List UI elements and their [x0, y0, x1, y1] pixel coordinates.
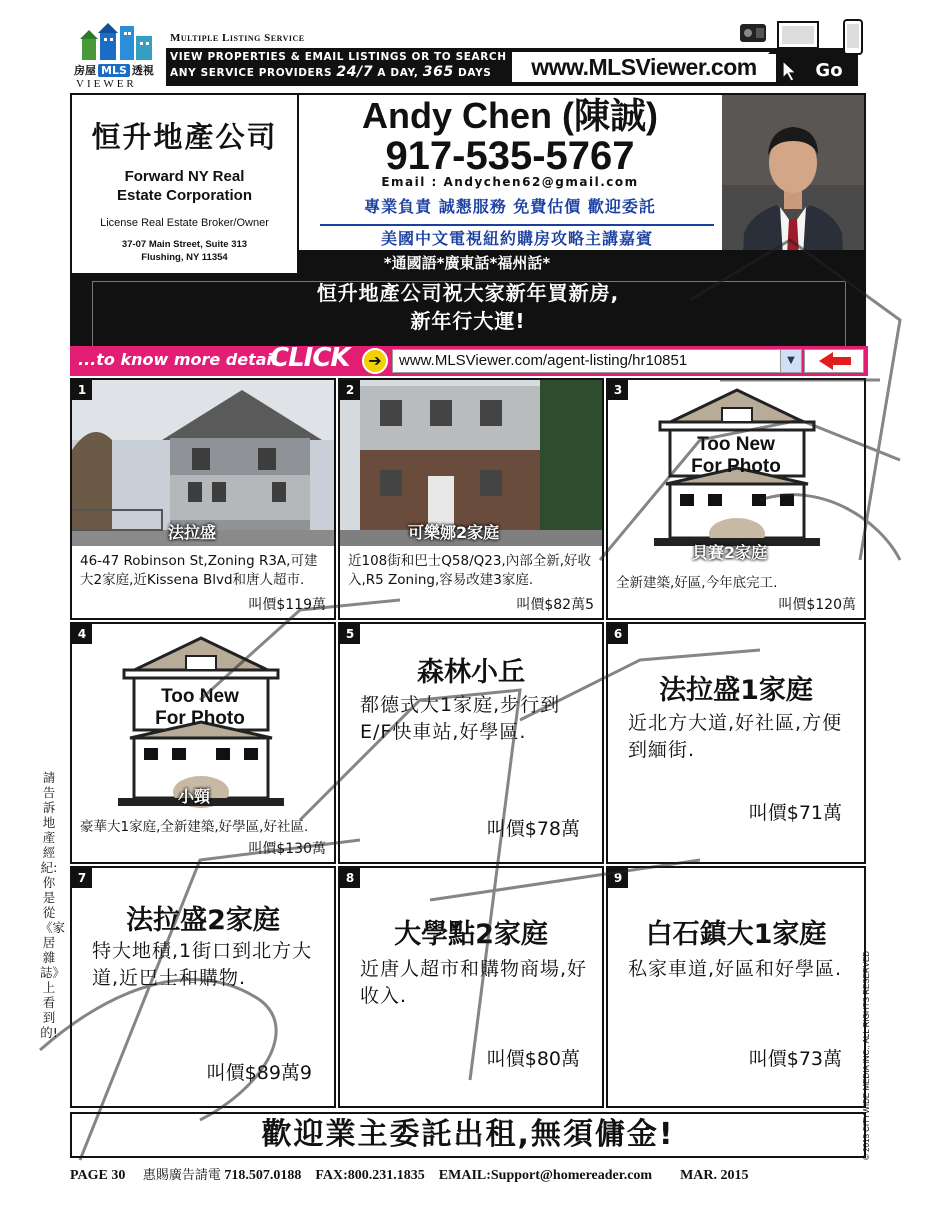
footer	[70, 1164, 870, 1184]
back-arrow-icon	[805, 350, 863, 372]
agent-photo	[722, 95, 864, 273]
side-note: 請告訴地產經紀:你是從《家居雜誌》上看到的!	[40, 770, 66, 1040]
listing-price: 叫價$120萬	[778, 597, 856, 613]
devices-icon	[738, 18, 868, 58]
click-link[interactable]: CLICK	[270, 343, 350, 373]
listing-title: 白石鎮大1家庭	[645, 919, 827, 950]
listing-price: 叫價$130萬	[248, 841, 326, 857]
arrow-right-icon[interactable]: ➔	[362, 348, 388, 374]
listing-title: 森林小丘	[417, 657, 525, 688]
listing-description: 近108街和巴士Q58/Q23,內部全新,好收入,R5 Zoning,容易改建3家庭.	[348, 553, 592, 588]
listing-card-1[interactable]	[70, 378, 336, 620]
listing-title: 法拉盛2家庭	[126, 905, 280, 936]
listing-price: 叫價$82萬5	[516, 597, 594, 613]
listing-price: 叫價$78萬	[486, 818, 580, 840]
listing-title: 大學點2家庭	[394, 919, 548, 950]
houses-logo-icon	[78, 20, 156, 62]
listing-location-tag: 可樂娜2家庭	[408, 523, 500, 542]
listing-description: 46-47 Robinson St,Zoning R3A,可建大2家庭,近Kissena Blvd和唐人超市.	[80, 553, 318, 588]
listing-price: 叫價$119萬	[248, 597, 326, 613]
copyright-notice: © 2015 CITYWIDE MEDIA INC., ALL RIGHTS RESERVED	[862, 950, 871, 1160]
back-button[interactable]	[804, 349, 864, 373]
listing-card-5[interactable]	[338, 622, 604, 864]
logo-cn-right: 透視	[131, 64, 154, 77]
agent-phone[interactable]: 917-535-5767	[385, 134, 635, 178]
listing-number: 8	[340, 868, 360, 888]
page-number: PAGE 30	[70, 1168, 126, 1183]
site-url-link[interactable]: www.MLSViewer.com	[510, 50, 778, 84]
listing-description: 近唐人超市和購物商場,好收入.	[360, 958, 588, 1007]
issue-date: MAR. 2015	[680, 1168, 749, 1183]
listing-card-4[interactable]	[70, 622, 336, 864]
company-address: 37-07 Main Street, Suite 313 Flushing, NY 11354	[121, 239, 248, 263]
listing-card-6[interactable]	[606, 622, 866, 864]
listing-description: 近北方大道,好社區,方便到緬街.	[628, 712, 843, 761]
listing-number: 1	[72, 380, 92, 400]
listing-card-7[interactable]	[70, 866, 336, 1108]
logo-cn-left: 房屋	[74, 64, 96, 77]
listing-description: 豪華大1家庭,全新建築,好學區,好社區.	[80, 819, 309, 835]
tagline-line-2: ANY SERVICE PROVIDERS 24/7 A DAY, 365 DAYS	[170, 64, 492, 80]
ad-label: 惠賜廣告請電	[142, 1168, 221, 1183]
listing-location-tag: 貝賽2家庭	[692, 543, 768, 562]
logo-viewer-text: VIEWER	[76, 78, 137, 90]
agent-tv-credit: 美國中文電視紐約購房攻略主講嘉賓	[320, 224, 714, 254]
listing-description: 都德式大1家庭,步行到E/F快車站,好學區.	[360, 694, 561, 743]
listing-description: 私家車道,好區和好學區.	[628, 958, 843, 980]
listing-price: 叫價$89萬9	[206, 1062, 312, 1084]
listing-number: 9	[608, 868, 628, 888]
mls-viewer-logo[interactable]	[70, 18, 160, 90]
divider	[297, 95, 299, 273]
company-name-en: Forward NY Real Estate Corporation	[116, 168, 252, 204]
listing-description: 全新建築,好區,今年底完工.	[616, 575, 778, 591]
listing-number: 7	[72, 868, 92, 888]
banner-tagline	[170, 50, 507, 81]
listing-url-input[interactable]: www.MLSViewer.com/agent-listing/hr10851	[392, 349, 782, 373]
listing-card-9[interactable]	[606, 866, 866, 1108]
footer-email[interactable]: EMAIL:Support@homereader.com	[438, 1168, 653, 1183]
too-new-placeholder: Too New For Photo	[691, 434, 781, 477]
listing-card-3[interactable]	[606, 378, 866, 620]
too-new-placeholder: Too New For Photo	[155, 686, 245, 729]
service-title: Multiple Listing Service	[170, 32, 305, 44]
listing-card-2[interactable]	[338, 378, 604, 620]
footer-phone: 718.507.0188	[224, 1168, 302, 1183]
agent-slogan: 專業負責 誠懇服務 免費估價 歡迎委託	[364, 197, 656, 216]
company-info	[72, 95, 297, 275]
agent-name: Andy Chen (陳誠)	[362, 95, 658, 136]
tagline-line-1: VIEW PROPERTIES & EMAIL LISTINGS OR TO SEARCH	[170, 51, 507, 63]
agent-portrait-icon	[722, 95, 864, 273]
footer-fax: FAX:800.231.1835	[315, 1168, 425, 1183]
company-license: License Real Estate Broker/Owner	[100, 217, 269, 229]
listing-card-8[interactable]	[338, 866, 604, 1108]
listing-price: 叫價$80萬	[486, 1048, 580, 1070]
listing-number: 3	[608, 380, 628, 400]
listing-number: 6	[608, 624, 628, 644]
listing-location-tag: 法拉盛	[168, 523, 217, 542]
cursor-icon	[782, 60, 798, 82]
languages-text: *通國語*廣東話*福州話*	[383, 254, 551, 272]
listing-number: 5	[340, 624, 360, 644]
go-button[interactable]: Go	[815, 60, 843, 81]
listing-number: 2	[340, 380, 360, 400]
click-lead-text: ...to know more detail	[78, 350, 278, 369]
listing-number: 4	[72, 624, 92, 644]
listing-price: 叫價$71萬	[748, 802, 842, 824]
agent-email[interactable]: Email : Andychen62@gmail.com	[381, 175, 639, 189]
greeting-text: 恒升地產公司祝大家新年買新房, 新年行大運!	[316, 281, 620, 333]
company-name-cn: 恒升地產公司	[91, 120, 278, 154]
chevron-down-icon[interactable]: ▼	[780, 349, 802, 373]
language-bar	[297, 250, 864, 274]
welcome-banner: 歡迎業主委託出租,無須傭金!	[70, 1112, 866, 1158]
listing-title: 法拉盛1家庭	[659, 675, 813, 706]
logo-mls: MLS	[98, 64, 130, 77]
listing-description: 特大地積,1街口到北方大道,近巴士和購物.	[92, 940, 313, 989]
listing-location-tag: 小頸	[178, 787, 211, 806]
listing-price: 叫價$73萬	[748, 1048, 842, 1070]
